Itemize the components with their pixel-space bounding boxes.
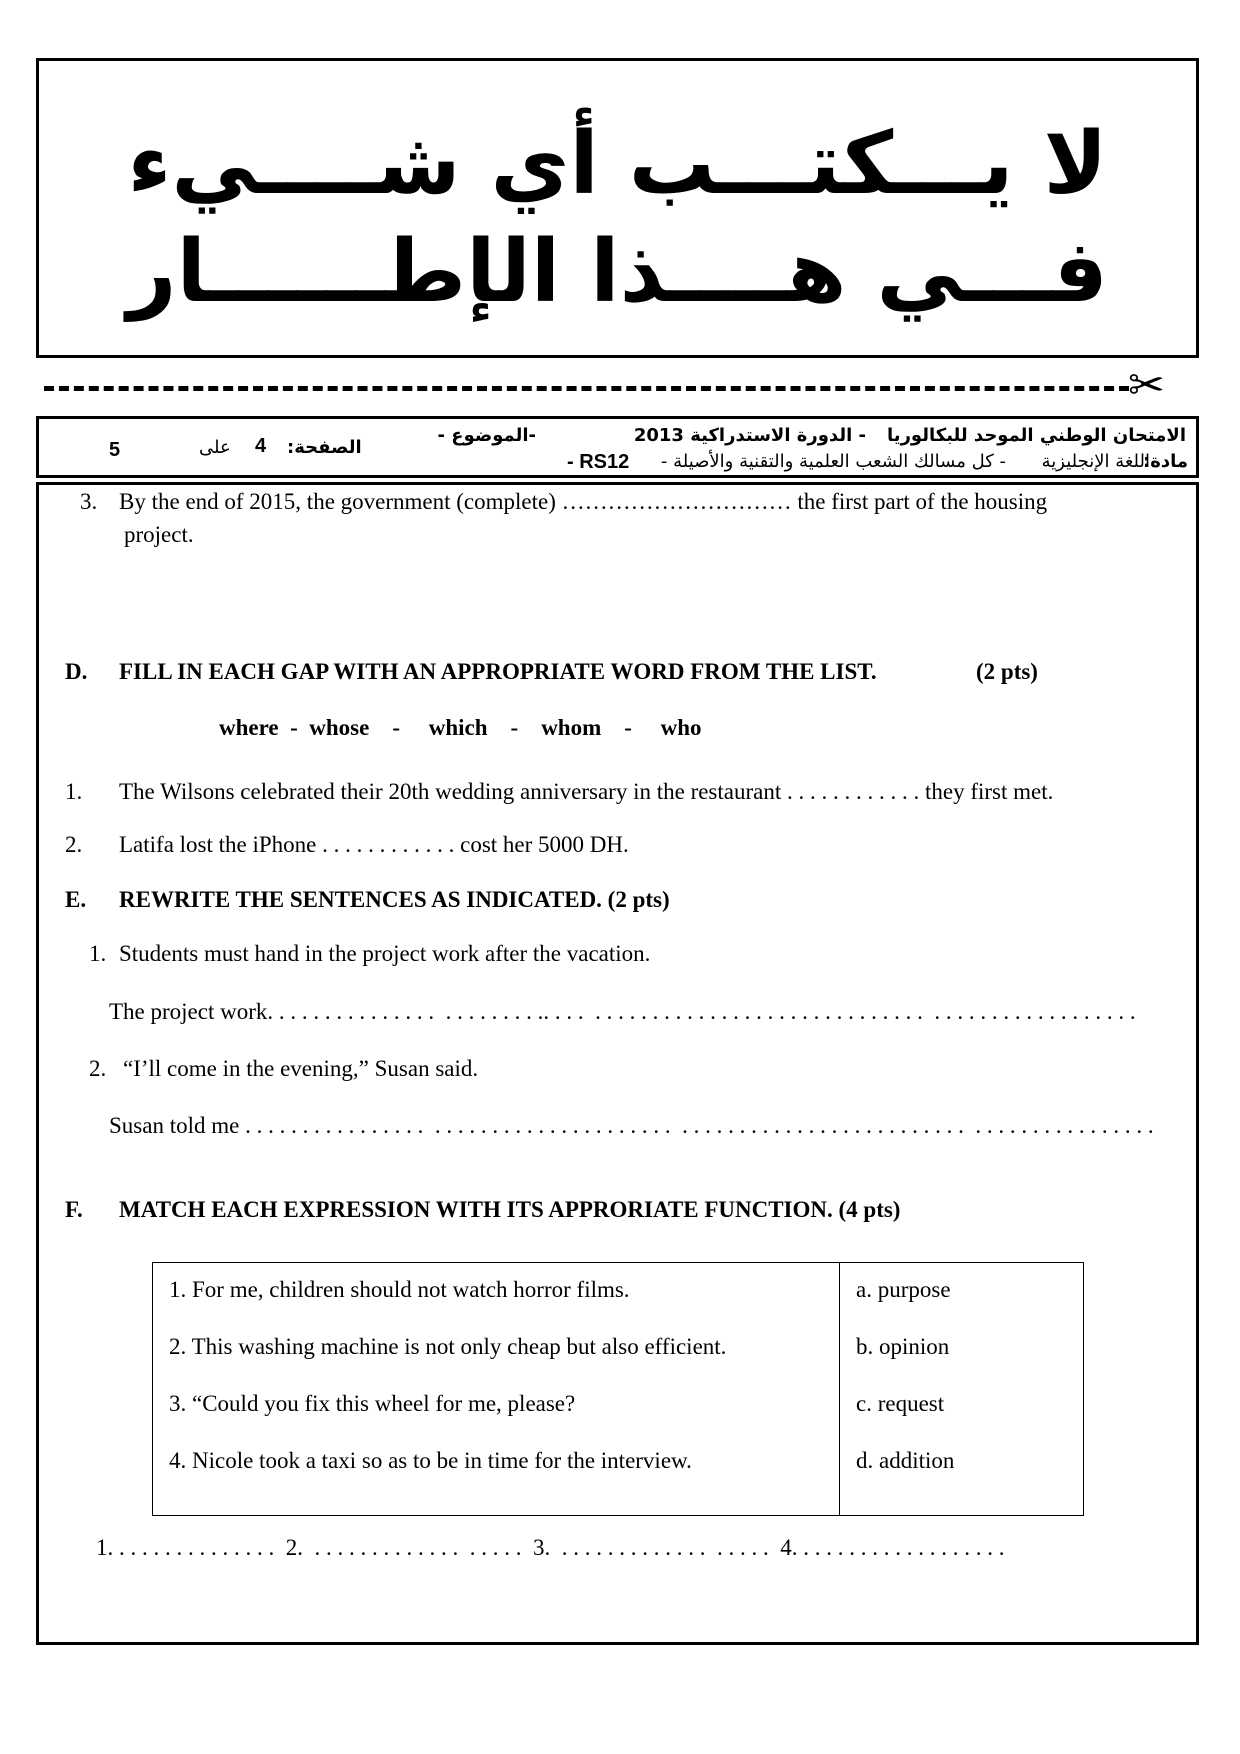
e-item1-text: Students must hand in the project work after the vacation.: [119, 941, 651, 966]
d-item1-number: 1.: [65, 779, 83, 804]
exam-title: الامتحان الوطني الموحد للبكالوريا: [887, 425, 1186, 446]
function-c: c. request: [856, 1391, 945, 1416]
e-item2-number: 2.: [89, 1056, 107, 1081]
c-item3-text: By the end of 2015, the government (complete) ………………………… the first part of the housing: [119, 489, 1048, 514]
banner-line-2: فـــي هــــذا الإطــــــار: [127, 222, 1108, 322]
no-write-frame: [36, 58, 1199, 358]
of-word: على: [199, 437, 231, 458]
word-list: where - whose - which - whom - who: [219, 715, 702, 740]
functions-column: [840, 1263, 1084, 1516]
total-pages: 5: [109, 439, 121, 461]
page-label: الصفحة:: [287, 437, 362, 458]
exam-code: RS12: [579, 451, 630, 473]
d-item2-number: 2.: [65, 832, 83, 857]
section-f-title: MATCH EACH EXPRESSION WITH ITS APPRORIATE FUNCTION. (4 pts): [119, 1197, 901, 1222]
expression-4: 4. Nicole took a taxi so as to be in time for the interview.: [169, 1448, 692, 1473]
cut-line: [44, 386, 1129, 391]
c-item3-number: 3.: [80, 489, 98, 514]
e-item2-text: “I’ll come in the evening,” Susan said.: [123, 1056, 479, 1081]
section-e-letter: E.: [65, 887, 87, 912]
exam-session: - الدورة الاستدراكية 2013: [633, 425, 866, 446]
section-d-points: (2 pts): [976, 659, 1038, 684]
subject-name: اللغة الإنجليزية: [1041, 451, 1150, 472]
subject-label: مادة:: [1143, 451, 1188, 472]
e-item2-answer-line: Susan told me . . . . . . . . . . . . . . . . . . . . . . . . . . . . . . . . . . . . . . . . . . . . . . . . . . . . . . . . . . . . . . . . . . . . . . . . . . . . . .: [109, 1113, 1154, 1138]
function-d: d. addition: [856, 1448, 955, 1473]
section-f-letter: F.: [65, 1197, 83, 1222]
section-d-title: FILL IN EACH GAP WITH AN APPROPRIATE WORD FROM THE LIST.: [119, 659, 877, 684]
matching-table: [152, 1262, 1084, 1516]
expression-3: 3. “Could you fix this wheel for me, please?: [169, 1391, 576, 1416]
f-answer-line: 1. . . . . . . . . . . . . . . 2. . . . . . . . . . . . . . . . . . . 3. . . . . . . . . . . . . . . . . . . 4. . . . . . . . . . . . . . . . . . .: [96, 1535, 1005, 1560]
scissors-icon: ✂: [1128, 360, 1165, 411]
function-b: b. opinion: [856, 1334, 950, 1359]
exam-header: [36, 416, 1199, 478]
exam-tracks: - كل مسالك الشعب العلمية والتقنية والأصيلة -: [660, 451, 1006, 472]
d-item2-text: Latifa lost the iPhone . . . . . . . . . . . . cost her 5000 DH.: [119, 832, 629, 857]
code-dash: -: [567, 451, 574, 473]
subject-word: -الموضوع -: [437, 425, 536, 446]
expression-2: 2. This washing machine is not only cheap but also efficient.: [169, 1334, 727, 1359]
function-a: a. purpose: [856, 1277, 951, 1302]
e-item1-number: 1.: [89, 941, 107, 966]
banner-line-1: لا يـــكتـــب أي شــــيء: [127, 114, 1108, 214]
c-item3-text-cont: project.: [124, 522, 194, 547]
section-d-letter: D.: [65, 659, 88, 684]
d-item1-text: The Wilsons celebrated their 20th wedding anniversary in the restaurant . . . . . . . . . . . . they first met.: [119, 779, 1054, 804]
page-number: 4: [255, 435, 267, 457]
e-item1-answer-line: The project work. . . . . . . . . . . . . . . . . . . . . . . .. . . . . . . . . . . . . . . . . . . . . . . . . . . . . . . . . . . . . . . . . . . . . . . . . . .: [109, 999, 1136, 1024]
expression-1: 1. For me, children should not watch horror films.: [169, 1277, 630, 1302]
expressions-column: [153, 1263, 840, 1516]
section-e-title: REWRITE THE SENTENCES AS INDICATED. (2 pts): [119, 887, 670, 912]
